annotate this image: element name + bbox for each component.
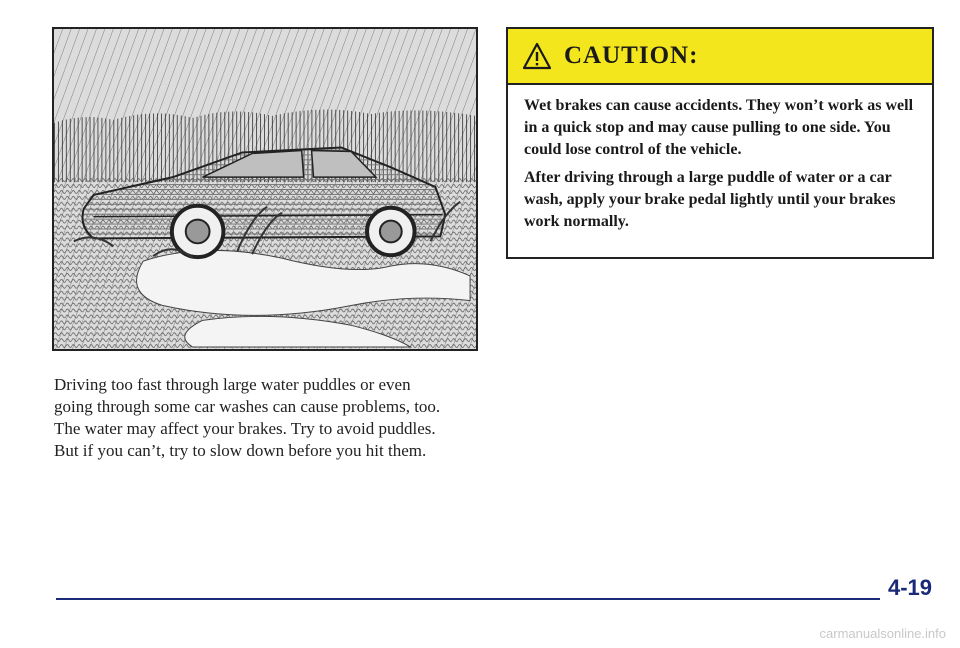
caution-title: CAUTION:	[564, 42, 699, 69]
body-line: going through some car washes can cause problems, too.	[54, 397, 441, 416]
body-line: Driving too fast through large water puddles or even	[54, 375, 411, 394]
body-paragraph	[54, 374, 494, 462]
watermark: carmanualsonline.info	[819, 626, 946, 641]
caution-paragraph: Wet brakes can cause accidents. They won’t work as well in a quick stop and may cause pulling to one side. You could lose control of the vehicle.	[524, 97, 914, 158]
warning-triangle-icon	[522, 42, 552, 70]
car-puddle-illustration	[52, 27, 478, 351]
page-number: 4-19	[887, 575, 932, 600]
caution-header	[508, 29, 932, 85]
caution-box	[506, 27, 934, 259]
body-line: The water may affect your brakes. Try to avoid puddles.	[54, 419, 436, 438]
car-driving-through-puddle-illustration	[54, 29, 476, 349]
caution-content	[508, 85, 932, 233]
body-line: But if you can’t, try to slow down before you hit them.	[54, 441, 427, 460]
caution-paragraph: After driving through a large puddle of water or a car wash, apply your brake pedal lightly until your brakes work normally.	[524, 169, 896, 230]
footer-rule	[56, 598, 880, 600]
